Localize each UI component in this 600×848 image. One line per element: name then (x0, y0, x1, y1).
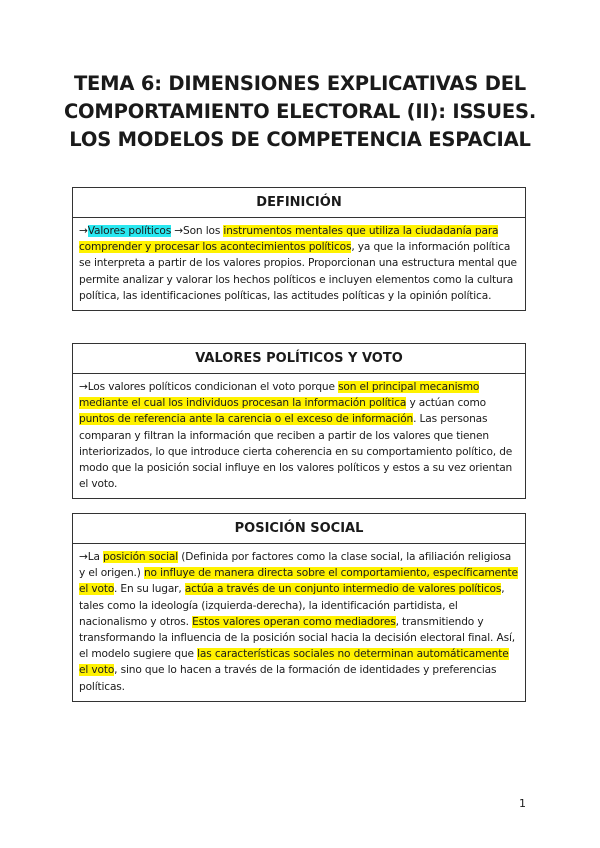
highlighted-text: Valores políticos (87, 225, 172, 237)
highlighted-text: actúa a través de un conjunto intermedio de valores políticos (184, 583, 502, 596)
body-text: , ya que la información política se interpreta a partir de los valores propios. Proporcionan una estructura mental que permite analizar y valorar los hechos políticos e incluyen elementos como la cultura política, las identificaciones políticas, las actitudes políticas y la opinión política. (79, 241, 517, 302)
section-posicion-social (72, 513, 526, 702)
highlighted-text: Estos valores operan como mediadores (192, 615, 396, 628)
section-heading: DEFINICIÓN (73, 188, 525, 218)
body-text: →La (79, 551, 104, 563)
section-valores-politicos-y-voto (72, 343, 526, 499)
title-line-1: TEMA 6: DIMENSIONES EXPLICATIVAS DEL (73, 72, 527, 95)
body-text: → (79, 225, 88, 237)
highlighted-text: posición social (103, 551, 178, 563)
section-definicion (72, 187, 526, 311)
page-title (40, 70, 560, 154)
highlighted-text: instrumentos mentales que utiliza la ciudadanía para comprender y procesar los acontecimientos políticos (79, 225, 499, 254)
body-text: →Los valores políticos condicionan el voto porque (79, 381, 339, 393)
section-body (73, 544, 525, 701)
body-text: , tales como la ideología (izquierda-derecha), la identificación partidista, el nacionalismo y otros. (79, 583, 505, 628)
highlighted-text: no influye de manera directa sobre el comportamiento, específicamente el voto (79, 567, 518, 596)
section-heading: POSICIÓN SOCIAL (73, 514, 525, 544)
title-line-3: LOS MODELOS DE COMPETENCIA ESPACIAL (69, 128, 531, 151)
body-text: y actúan como (406, 397, 487, 410)
highlighted-text: puntos de referencia ante la carencia o el exceso de información (79, 413, 414, 426)
highlighted-text: las características sociales no determinan automáticamente el voto (79, 648, 509, 677)
highlighted-text: son el principal mecanismo mediante el cual los individuos procesan la información política (79, 381, 480, 410)
body-text: , sino que lo hacen a través de la formación de identidades y preferencias políticas. (79, 664, 497, 693)
body-text: . En su lugar, (113, 583, 185, 596)
page-number: 1 (519, 797, 526, 810)
body-text: →Son los (171, 225, 224, 237)
section-body (73, 218, 525, 310)
body-text: , transmitiendo y transformando la influencia de la posición social hacia la decisión electoral final. Así, el modelo sugiere que (79, 615, 515, 661)
body-text: (Definida por factores como la clase social, la afiliación religiosa y el origen.) (79, 551, 512, 580)
section-heading: VALORES POLÍTICOS Y VOTO (73, 344, 525, 374)
section-body (73, 374, 525, 498)
body-text: . Las personas comparan y filtran la información que reciben a partir de los valores que tienen interiorizados, lo que introduce cierta coherencia en su comportamiento político, de modo que la posición social influye en los valores políticos y estos a su vez orientan el voto. (79, 413, 513, 491)
title-line-2: COMPORTAMIENTO ELECTORAL (II): ISSUES. (63, 100, 537, 123)
